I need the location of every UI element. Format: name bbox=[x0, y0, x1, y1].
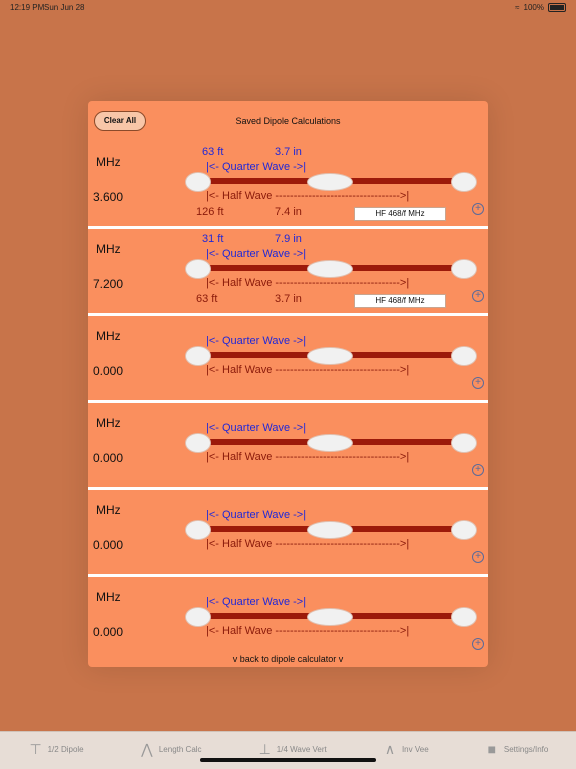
quarter-wave-label: |<- Quarter Wave ->| bbox=[206, 596, 307, 608]
tab-label: Settings/Info bbox=[503, 744, 549, 754]
frequency-value: 0.000 bbox=[93, 538, 124, 552]
left-insulator bbox=[185, 346, 211, 366]
plus-circle-icon[interactable]: + bbox=[472, 638, 484, 650]
modal-title: Saved Dipole Calculations bbox=[235, 116, 341, 126]
saved-row-3 bbox=[88, 316, 488, 400]
mhz-label: MHz bbox=[96, 503, 121, 517]
half-wave-feet: 126 ft bbox=[196, 206, 224, 218]
inverted-vee-icon: ∧ bbox=[384, 741, 396, 757]
left-insulator bbox=[185, 433, 211, 453]
plus-circle-icon[interactable]: + bbox=[472, 551, 484, 563]
tab-label: Inv Vee bbox=[401, 745, 429, 754]
plus-circle-icon[interactable]: + bbox=[472, 377, 484, 389]
clear-all-button[interactable]: Clear All bbox=[94, 111, 146, 131]
right-insulator bbox=[451, 346, 477, 366]
mhz-label: MHz bbox=[96, 155, 121, 169]
quarter-wave-label: |<- Quarter Wave ->| bbox=[206, 509, 307, 521]
tab-quarter-wave-vert[interactable] bbox=[257, 741, 327, 758]
tower-icon: ⋀ bbox=[141, 741, 153, 757]
modal-header bbox=[88, 101, 488, 142]
quarter-wave-inches: 7.9 in bbox=[275, 233, 302, 245]
formula-badge: HF 468/f MHz bbox=[354, 207, 446, 221]
mhz-label: MHz bbox=[96, 329, 121, 343]
quarter-wave-label: |<- Quarter Wave ->| bbox=[206, 248, 307, 260]
wifi-icon: ≈ bbox=[515, 3, 520, 12]
settings-square-icon: ■ bbox=[487, 741, 497, 757]
dipole-icon: ⊤ bbox=[29, 741, 42, 757]
mhz-label: MHz bbox=[96, 590, 121, 604]
center-insulator bbox=[307, 608, 353, 626]
status-right bbox=[515, 3, 566, 12]
half-wave-label: |<- Half Wave ---------------------------------->| bbox=[206, 538, 410, 550]
saved-calculations-modal bbox=[88, 101, 488, 667]
center-insulator bbox=[307, 173, 353, 191]
tab-label: 1/2 Dipole bbox=[47, 745, 84, 754]
status-date: Sun Jun 28 bbox=[44, 3, 85, 12]
plus-circle-icon[interactable]: + bbox=[472, 464, 484, 476]
tab-bar bbox=[0, 731, 576, 769]
frequency-value: 3.600 bbox=[93, 190, 124, 204]
quarter-wave-label: |<- Quarter Wave ->| bbox=[206, 422, 307, 434]
quarter-wave-label: |<- Quarter Wave ->| bbox=[206, 161, 307, 173]
status-bar bbox=[0, 0, 576, 16]
half-wave-label: |<- Half Wave ---------------------------------->| bbox=[206, 190, 410, 202]
right-insulator bbox=[451, 172, 477, 192]
frequency-value: 7.200 bbox=[93, 277, 124, 291]
battery-percent: 100% bbox=[523, 3, 544, 12]
left-insulator bbox=[185, 607, 211, 627]
left-insulator bbox=[185, 259, 211, 279]
half-wave-feet: 63 ft bbox=[196, 293, 218, 305]
half-wave-label: |<- Half Wave ---------------------------------->| bbox=[206, 277, 410, 289]
quarter-wave-feet: 31 ft bbox=[202, 233, 224, 245]
tab-length-calc[interactable] bbox=[139, 741, 202, 758]
saved-row-2 bbox=[88, 229, 488, 313]
home-indicator bbox=[200, 758, 376, 762]
center-insulator bbox=[307, 260, 353, 278]
back-to-calculator-link[interactable]: v back to dipole calculator v bbox=[232, 654, 344, 664]
right-insulator bbox=[451, 607, 477, 627]
saved-row-4 bbox=[88, 403, 488, 487]
right-insulator bbox=[451, 520, 477, 540]
saved-row-5 bbox=[88, 490, 488, 574]
tab-half-dipole[interactable] bbox=[28, 741, 84, 758]
half-wave-inches: 3.7 in bbox=[275, 293, 302, 305]
half-wave-label: |<- Half Wave ---------------------------------->| bbox=[206, 451, 410, 463]
frequency-value: 0.000 bbox=[93, 625, 124, 639]
tab-label: Length Calc bbox=[158, 745, 202, 754]
quarter-wave-label: |<- Quarter Wave ->| bbox=[206, 335, 307, 347]
mhz-label: MHz bbox=[96, 416, 121, 430]
saved-row-6 bbox=[88, 577, 488, 661]
right-insulator bbox=[451, 433, 477, 453]
mhz-label: MHz bbox=[96, 242, 121, 256]
half-wave-label: |<- Half Wave ---------------------------------->| bbox=[206, 364, 410, 376]
half-wave-label: |<- Half Wave ---------------------------------->| bbox=[206, 625, 410, 637]
vertical-antenna-icon: ⊥ bbox=[258, 741, 271, 757]
right-insulator bbox=[451, 259, 477, 279]
formula-badge: HF 468/f MHz bbox=[354, 294, 446, 308]
center-insulator bbox=[307, 347, 353, 365]
center-insulator bbox=[307, 434, 353, 452]
plus-circle-icon[interactable]: + bbox=[472, 203, 484, 215]
saved-row-1 bbox=[88, 142, 488, 226]
center-insulator bbox=[307, 521, 353, 539]
tab-settings-info[interactable] bbox=[484, 741, 548, 757]
left-insulator bbox=[185, 520, 211, 540]
status-time: 12:19 PM bbox=[10, 3, 45, 12]
battery-icon bbox=[548, 3, 566, 12]
tab-label: 1/4 Wave Vert bbox=[276, 745, 327, 754]
frequency-value: 0.000 bbox=[93, 451, 124, 465]
quarter-wave-inches: 3.7 in bbox=[275, 146, 302, 158]
quarter-wave-feet: 63 ft bbox=[202, 146, 224, 158]
frequency-value: 0.000 bbox=[93, 364, 124, 378]
half-wave-inches: 7.4 in bbox=[275, 206, 302, 218]
left-insulator bbox=[185, 172, 211, 192]
tab-inv-vee[interactable] bbox=[382, 741, 429, 758]
plus-circle-icon[interactable]: + bbox=[472, 290, 484, 302]
